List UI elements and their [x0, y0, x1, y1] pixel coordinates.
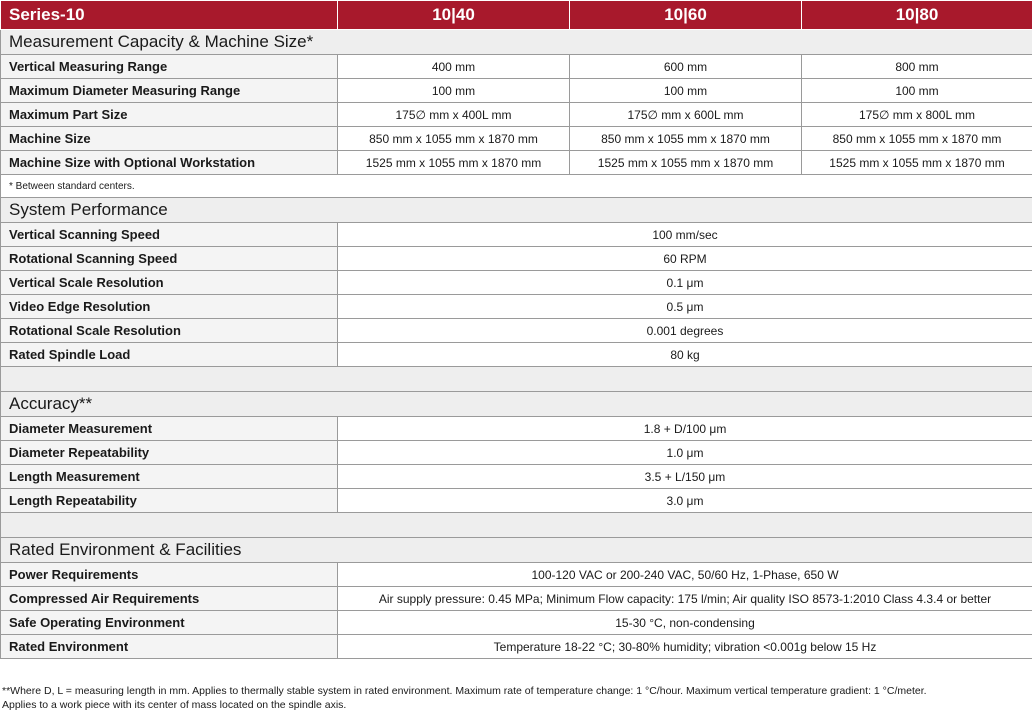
- cell-value: 60 RPM: [338, 247, 1032, 271]
- header-row: [1, 1, 1032, 30]
- cell-value: 100 mm: [802, 79, 1032, 103]
- row-label: Length Repeatability: [1, 489, 338, 513]
- spacer-row: [1, 367, 1032, 392]
- footnote-line: Applies to a work piece with its center of mass located on the spindle axis.: [2, 699, 347, 711]
- cell-value: 800 mm: [802, 55, 1032, 79]
- cell-value: 15-30 °C, non-condensing: [338, 611, 1032, 635]
- row-label: Safe Operating Environment: [1, 611, 338, 635]
- row-label: Compressed Air Requirements: [1, 587, 338, 611]
- table-row: [1, 295, 1032, 319]
- series-title: Series-10: [1, 1, 338, 30]
- footnote: [2, 684, 1030, 712]
- note-row: [1, 175, 1032, 198]
- table-row: [1, 127, 1032, 151]
- table-row: [1, 151, 1032, 175]
- row-label: Diameter Measurement: [1, 417, 338, 441]
- section-title-text: Accuracy: [9, 394, 79, 413]
- row-label: Rotational Scale Resolution: [1, 319, 338, 343]
- cell-value: 175∅ mm x 400L mm: [338, 103, 570, 127]
- table-row: [1, 79, 1032, 103]
- table-row: [1, 465, 1032, 489]
- row-label: Vertical Measuring Range: [1, 55, 338, 79]
- row-label: Machine Size with Optional Workstation: [1, 151, 338, 175]
- table-row: [1, 247, 1032, 271]
- section-title-text: Measurement Capacity & Machine Size: [9, 32, 307, 51]
- spacer-row: [1, 513, 1032, 538]
- model-header: 10|60: [570, 1, 802, 30]
- section-header: [1, 392, 1032, 417]
- cell-value: 100 mm: [338, 79, 570, 103]
- row-label: Vertical Scale Resolution: [1, 271, 338, 295]
- cell-value: 80 kg: [338, 343, 1032, 367]
- row-label: Vertical Scanning Speed: [1, 223, 338, 247]
- footnote-line: **Where D, L = measuring length in mm. Applies to thermally stable system in rated environment. Maximum rate of temperature change: 1 °C/hour. Maximum vertical temperature gradient: 1 °C/meter.: [2, 685, 927, 697]
- section-header: [1, 198, 1032, 223]
- row-label: Diameter Repeatability: [1, 441, 338, 465]
- cell-value: 600 mm: [570, 55, 802, 79]
- cell-value: 1525 mm x 1055 mm x 1870 mm: [802, 151, 1032, 175]
- row-label: Rated Environment: [1, 635, 338, 659]
- spacer-cell: [1, 513, 1032, 538]
- table-row: [1, 611, 1032, 635]
- table-row: [1, 55, 1032, 79]
- centers-note: * Between standard centers.: [1, 175, 1032, 198]
- cell-value: 1.0 μm: [338, 441, 1032, 465]
- section-title: Rated Environment & Facilities: [1, 538, 1032, 563]
- cell-value: 100 mm/sec: [338, 223, 1032, 247]
- section-title: [1, 392, 1032, 417]
- cell-value: 100-120 VAC or 200-240 VAC, 50/60 Hz, 1-Phase, 650 W: [338, 563, 1032, 587]
- section-title: System Performance: [1, 198, 1032, 223]
- cell-value: 400 mm: [338, 55, 570, 79]
- cell-value: 175∅ mm x 800L mm: [802, 103, 1032, 127]
- cell-value: 1.8 + D/100 μm: [338, 417, 1032, 441]
- model-header: 10|80: [802, 1, 1032, 30]
- table-row: [1, 417, 1032, 441]
- table-row: [1, 271, 1032, 295]
- row-label: Rotational Scanning Speed: [1, 247, 338, 271]
- table-row: [1, 343, 1032, 367]
- cell-value: 850 mm x 1055 mm x 1870 mm: [338, 127, 570, 151]
- row-label: Maximum Diameter Measuring Range: [1, 79, 338, 103]
- table-row: [1, 319, 1032, 343]
- table-row: [1, 587, 1032, 611]
- row-label: Maximum Part Size: [1, 103, 338, 127]
- cell-value: 850 mm x 1055 mm x 1870 mm: [570, 127, 802, 151]
- cell-value: 175∅ mm x 600L mm: [570, 103, 802, 127]
- cell-value: 3.0 μm: [338, 489, 1032, 513]
- section-title: [1, 30, 1032, 55]
- cell-value: 100 mm: [570, 79, 802, 103]
- model-header: 10|40: [338, 1, 570, 30]
- table-row: [1, 223, 1032, 247]
- row-label: Video Edge Resolution: [1, 295, 338, 319]
- table-row: [1, 635, 1032, 659]
- footnote-mark: **: [78, 394, 93, 413]
- table-row: [1, 103, 1032, 127]
- cell-value: Air supply pressure: 0.45 MPa; Minimum Flow capacity: 175 l/min; Air quality ISO 8573-1:2010 Class 4.3.4 or better: [338, 587, 1032, 611]
- cell-value: 1525 mm x 1055 mm x 1870 mm: [338, 151, 570, 175]
- table-row: [1, 563, 1032, 587]
- row-label: Length Measurement: [1, 465, 338, 489]
- cell-value: Temperature 18-22 °C; 30-80% humidity; vibration <0.001g below 15 Hz: [338, 635, 1032, 659]
- table-row: [1, 441, 1032, 465]
- cell-value: 0.1 μm: [338, 271, 1032, 295]
- table-row: [1, 489, 1032, 513]
- cell-value: 0.001 degrees: [338, 319, 1032, 343]
- row-label: Rated Spindle Load: [1, 343, 338, 367]
- row-label: Power Requirements: [1, 563, 338, 587]
- cell-value: 3.5 + L/150 μm: [338, 465, 1032, 489]
- row-label: Machine Size: [1, 127, 338, 151]
- cell-value: 0.5 μm: [338, 295, 1032, 319]
- cell-value: 850 mm x 1055 mm x 1870 mm: [802, 127, 1032, 151]
- footnote-mark: *: [306, 32, 314, 51]
- section-header: [1, 538, 1032, 563]
- cell-value: 1525 mm x 1055 mm x 1870 mm: [570, 151, 802, 175]
- spacer-cell: [1, 367, 1032, 392]
- section-header: [1, 30, 1032, 55]
